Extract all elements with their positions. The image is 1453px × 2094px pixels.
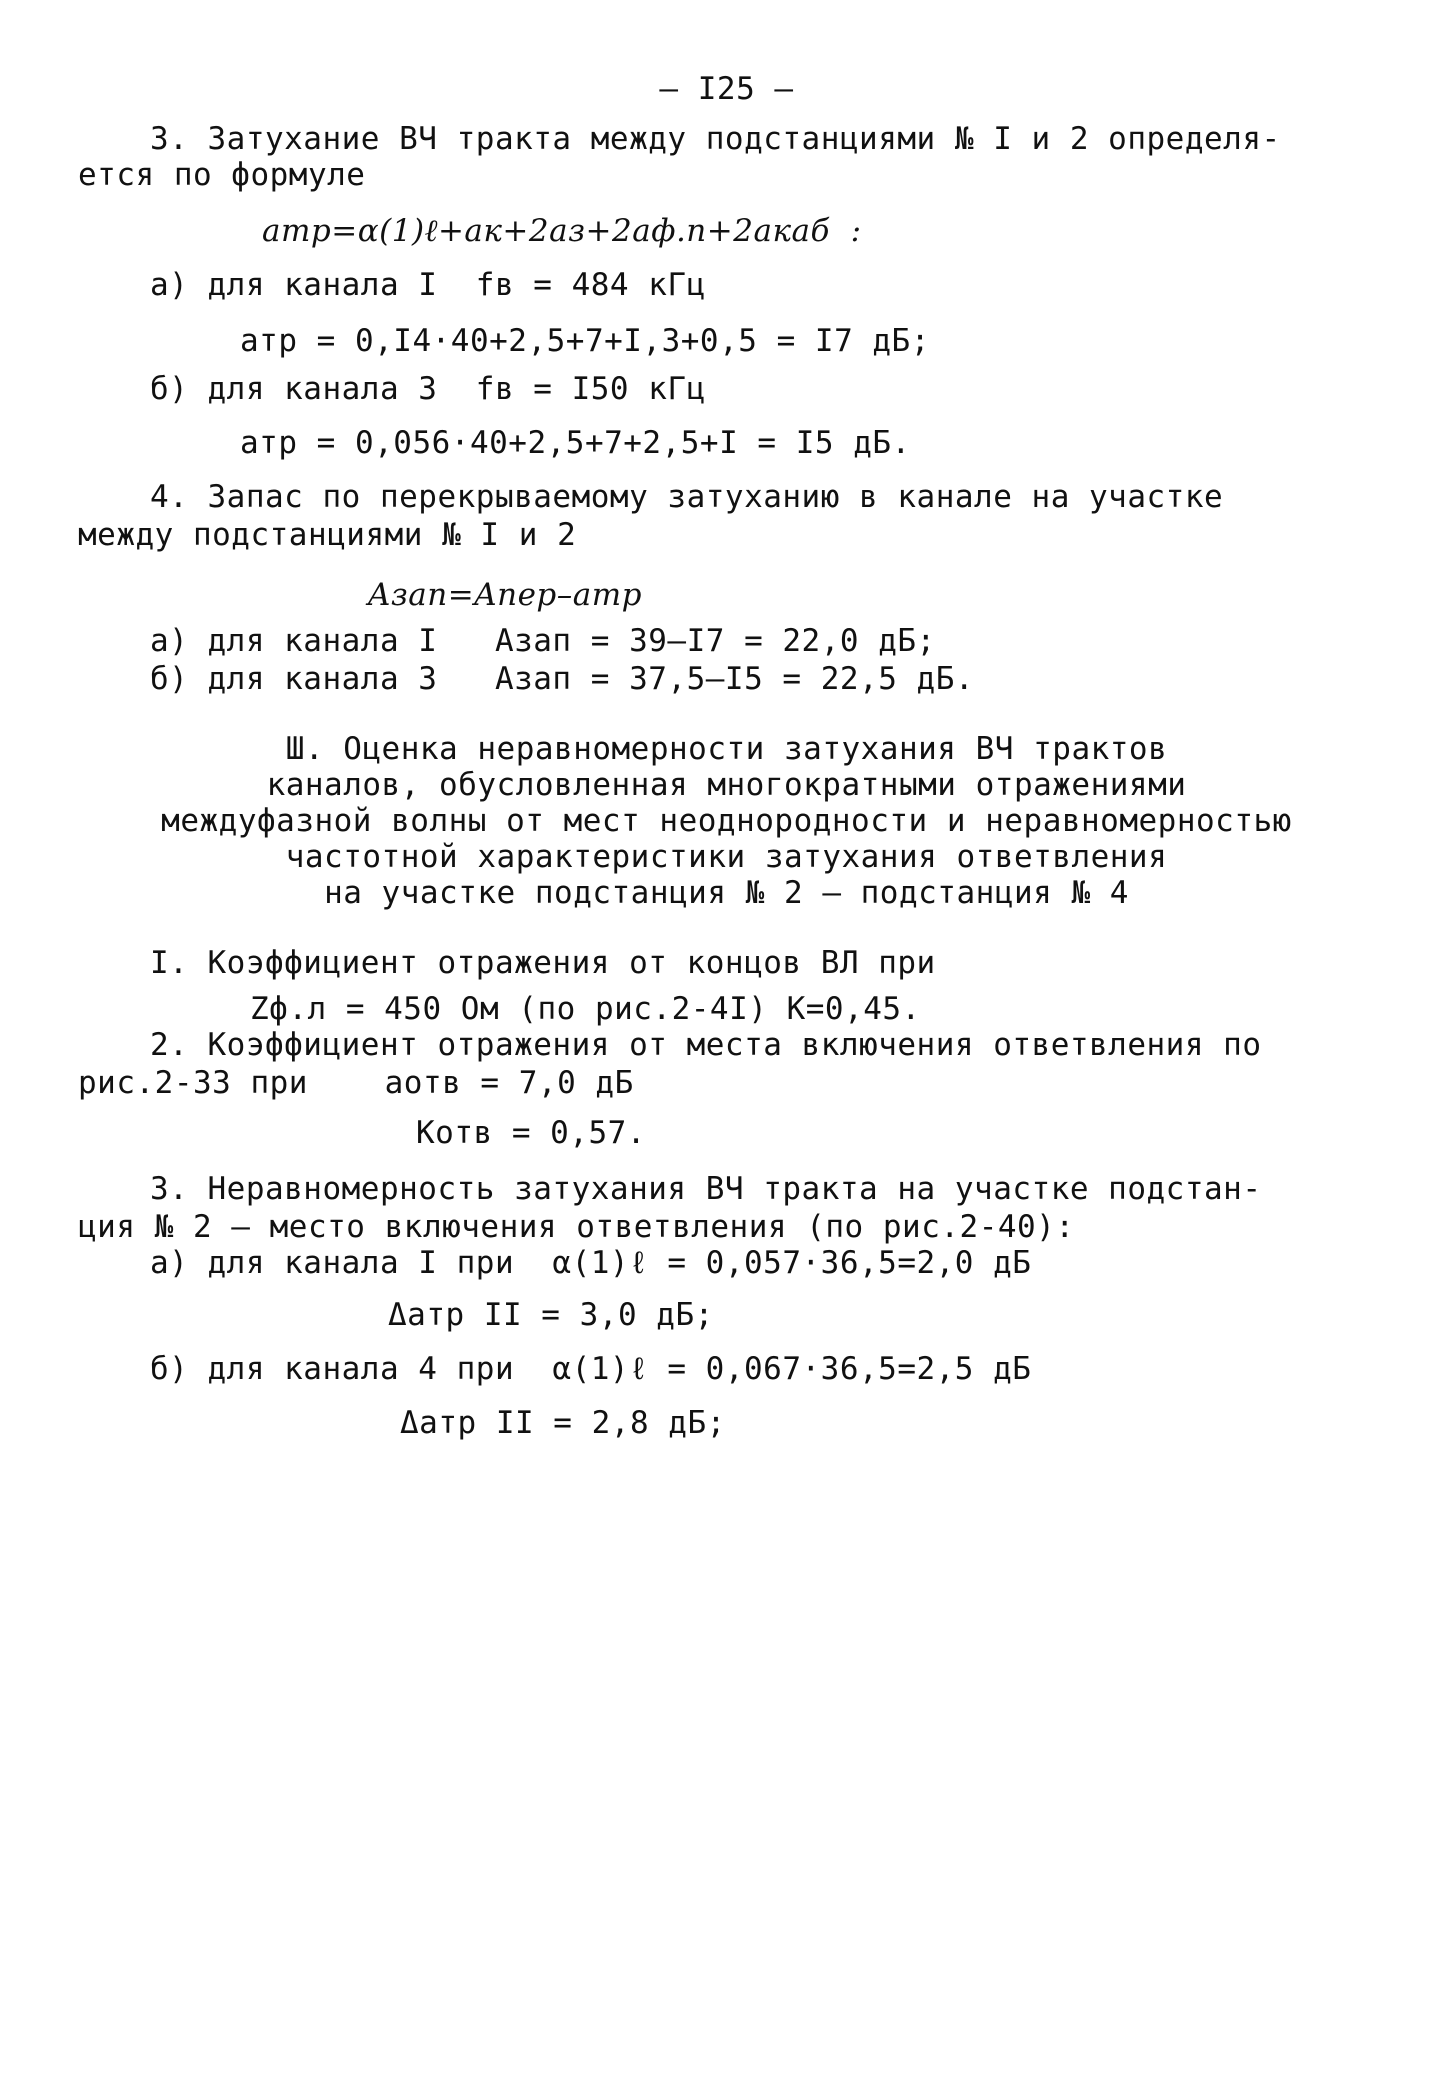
section-heading-line1: Ш. Оценка неравномерности затухания ВЧ трактов [285, 731, 1168, 767]
item-a-channel1: а) для канала I fв = 484 кГц [150, 267, 706, 303]
formula-atr: aтр=α(1)ℓ+aк+2aз+2aф.п+2aкаб : [262, 213, 862, 249]
point3-result-b: Δaтр II = 2,8 дБ; [400, 1405, 726, 1441]
item-a-azap: а) для канала I Aзап = 39–I7 = 22,0 дБ; [150, 623, 936, 659]
section-heading-line5: на участке подстанция № 2 – подстанция № 4 [324, 875, 1129, 911]
point2-line3: Kотв = 0,57. [416, 1115, 646, 1151]
point3-item-a: а) для канала I при α(1)ℓ = 0,057·36,5=2,0 дБ [150, 1245, 1032, 1281]
section3-line1: 3. Затухание ВЧ тракта между подстанциями № I и 2 определя- [150, 121, 1281, 157]
calc-b-channel3: aтр = 0,056·40+2,5+7+2,5+I = I5 дБ. [240, 425, 911, 461]
calc-a-channel1: aтр = 0,I4·40+2,5+7+I,3+0,5 = I7 дБ; [240, 323, 930, 359]
section-heading-line3: междуфазной волны от мест неоднородности и неравномерностью [161, 803, 1292, 839]
point1-line1: I. Коэффициент отражения от концов ВЛ при [150, 945, 936, 981]
point3-result-a: Δaтр II = 3,0 дБ; [388, 1297, 714, 1333]
section3-line2: ется по формуле [78, 157, 366, 193]
page-number: – I25 – [659, 71, 794, 107]
item-b-azap: б) для канала 3 Aзап = 37,5–I5 = 22,5 дБ. [150, 661, 975, 697]
section4-line1: 4. Запас по перекрываемому затуханию в канале на участке [150, 479, 1224, 515]
point2-line1: 2. Коэффициент отражения от места включения ответвления по [150, 1027, 1262, 1063]
point3-item-b: б) для канала 4 при α(1)ℓ = 0,067·36,5=2,5 дБ [150, 1351, 1032, 1387]
point3-line1: 3. Неравномерность затухания ВЧ тракта на участке подстан- [150, 1171, 1262, 1207]
section-heading-line4: частотной характеристики затухания ответвления [285, 839, 1168, 875]
point1-line2: Zф.л = 450 Ом (по рис.2-4I) K=0,45. [250, 991, 921, 1027]
point2-line2: рис.2-33 при aотв = 7,0 дБ [78, 1065, 634, 1101]
formula-azap: Aзап=Aпер–aтр [368, 577, 642, 613]
item-b-channel3: б) для канала 3 fв = I50 кГц [150, 371, 706, 407]
point3-line2: ция № 2 – место включения ответвления (по рис.2-40): [78, 1209, 1075, 1245]
section4-line2: между подстанциями № I и 2 [78, 517, 577, 553]
section-heading-line2: каналов, обусловленная многократными отражениями [266, 767, 1187, 803]
